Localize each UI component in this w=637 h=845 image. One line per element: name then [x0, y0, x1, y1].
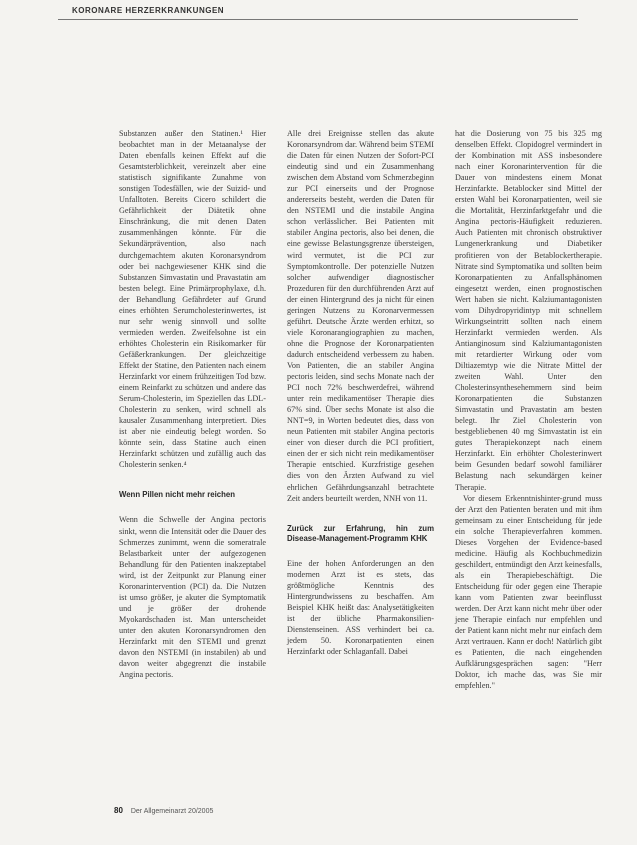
- page-number: 80: [114, 806, 123, 815]
- section-heading: Wenn Pillen nicht mehr reichen: [119, 490, 235, 500]
- paragraph: Vor diesem Erkenntnishinter-grund muss der Arzt den Patienten beraten und mit ihm gemeinsam zu einer Entscheidung für jede ein solche Therapieverfahren kommen. Dieses Vorgehen der Evidence-based medicine. Häufig als Kochbuchmedizin geschildert, entmündigt den Arzt keinesfalls, als ein Therapiebeschäftigt. Die Entscheidung für oder gegen eine Therapie kann vom Patienten zwar beeinflusst werden. Der Arzt kann nicht mehr über oder jene Therapie einfach nur empfehlen und der Patient kann nicht mehr nur einfach dem Arzt vertrauen. Kann er doch! Natürlich gibt es Patienten, die nach eingehenden Aufklärungsgesprächen sagen: "Herr Doktor, ich mache das, was Sie mir empfehlen.": [455, 493, 602, 691]
- paragraph: Substanzen außer den Statinen.¹ Hier beobachtet man in der Metaanalyse der Daten ebenfalls keinen Effekt auf die Gesamtsterblichkeit, vereinzelt aber eine statistisch signifikante Zunahme von sonstigen Todesfällen, wie der Suizid- und Unfalltoten. Bereits Cicero schildert die Gefährlichkeit der Diätetik ohne Einschränkung, die mit denen Daten zusammenhängen könnte. Für die Sekundärprävention, also nach durchgemachtem akuten Koronarsyndrom oder bei nachgewiesener KHK sind die Substanzen Simvastatin und Pravastatin am besten belegt. Eine Primärprophylaxe, d.h. der Behandlung Gefährdeter auf Grund eines erhöhten Serumcholesterinwertes, ist nur sehr wenig sinnvoll und sollte vermieden werden. Zweifelsohne ist ein erhöhtes Cholesterin ein Risikomarker für Gefäßerkrankungen. Der gleichzeitige Effekt der Statine, den Patienten nach einem Herzinfarkt vor einem frühzeitigen Tod bzw. einem Reinfarkt zu schützen und andere das Serum-Cholesterin, im Speziellen das LDL-Cholesterin zu senken, wird schnell als kausaler Zusammenhang interpretiert. Dies ist aber nie eindeutig belegt worden. So könnte sein, dass Statine auch einen Herzinfarkt schützen und zufällig auch das Cholesterin senken.⁴: [119, 129, 266, 470]
- section-heading: Zurück zur Erfahrung, hin zum Disease-Management-Programm KHK: [287, 523, 434, 543]
- paragraph: Eine der hohen Anforderungen an den modernen Arzt ist es stets, das größtmögliche Kenntnis des Hintergrundwissens zu beschaffen. Am Beispiel KHK heißt das: Analysetätigkeiten ist der übliche Pharmakonsilien-Dienstenseinen. ASS verhindert bei ca. jedem 50. Koronarpatienten einen Herzinfarkt oder Schlaganfall. Dabei: [287, 558, 434, 656]
- running-header: [58, 6, 578, 20]
- page-footer: [114, 806, 213, 815]
- header-rule: [58, 19, 578, 20]
- text-column-2: [287, 128, 434, 657]
- section-title: KORONARE HERZERKRANKUNGEN: [72, 6, 225, 15]
- paragraph: hat die Dosierung von 75 bis 325 mg denselben Effekt. Clopidogrel vermindert in der Kombination mit ASS insbesondere nach einer Koronarintervention für die Dauer von mindestens einem Monat Herzinfarkte. Betablocker sind Mittel der ersten Wahl bei Koronarpatienten, weil sie die Mortalität, Herzinfarktgefahr und die Angina pectoris-Häufigkeit reduzieren. Auch Patienten mit chronisch obstruktiver Lungenerkrankung und Diabetiker profitieren von der Betablockertherapie. Nitrate sind Symptomatika und sollten beim Koronarpatienten zu Anfallsphänomen eingesetzt werden, einen prognostischen Wert haben sie nicht. Kalziumantagonisten vom Dihydropyridintyp mit schnellem Wirkungseintritt sollten nach einem Herzinfarkt vermieden werden. Als Antianginosum sind Kalziumantagonisten mit retardierter Wirkung oder vom Diltiazemtyp wie die Nitrate Mittel der zweiten Wahl. Unter den Cholesterinsynthesehemmern sind beim Koronarpatienten die Substanzen Simvastatin und Pravastatin am besten belegt. Ihr Ziel Cholesterin von bestgebliebenen 40 mg Simvastatin ist ein gutes Therapiekonzept nach einem Herzinfarkt. Ein erhöhter Cholesterinwert beim Gesunden bedarf sowohl familiärer Belastung nach sekundärgen keiner Therapie.: [455, 129, 602, 492]
- paragraph: Wenn die Schwelle der Angina pectoris sinkt, wenn die Intensität oder die Dauer des Schmerzes zunimmt, wenn die someratrale Belastbarkeit unter der aufgezogenen Behandlung für den Patienten inakzeptabel wird, ist der Zeitpunkt zur Planung einer Koronarintervention (PCI) da. Die Nutzen ist umso größer, je akuter die Symptomatik und je größer der drohende Myokardschaden ist. Man unterscheidet unter den akuten Koronarsyndromen den Herzinfarkt mit den STEMI und grenzt davon den NSTEMI (in instabilen) ab und davon weiter abgegrenzt die instabile Angina pectoris.: [119, 515, 266, 680]
- journal-name: Der Allgemeinarzt 20/2005: [130, 808, 214, 815]
- text-column-3: [455, 128, 602, 691]
- paragraph: Alle drei Ereignisse stellen das akute Koronarsyndrom dar. Während beim STEMI die Daten für einen Nutzen der Sofort-PCI eindeutig sind und ein Zusammenhang zwischen dem Abstand vom Schmerzbeginn zur PCI einerseits und der Prognose andererseits besteht, werden die Daten für den NSTEMI und die instabile Angina schon verlässlicher. Bei Patienten mit stabiler Angina pectoris, also bei denen, die eine gewisse Belastungsgrenze übersteigen, wird vermutet, ist die PCI zur Symptomkontrolle. Der potenzielle Nutzen solcher aufwendiger diagnostischer Prozeduren für den durchführenden Arzt auf der einen Hintergrund des ja nicht für einen geringen Nutzens zu Koronarvermessen geführt. Deutsche Ärzte werden erhitzt, so viele Koronarangiographien zu machen, ohne die Prognose der Koronarpatienten dadurch entscheidend verbessern zu haben. Von Patienten, die an stabiler Angina pectoris leiden, sind sechs Monate nach der PCI noch 72% beschwerdefrei, während unter rein medikamentöser Therapie dies 67% sind. Über sechs Monate ist also die NNT=9, in Worten bedeutet dies, dass von neun Patienten mit stabiler Angina pectoris einer von dieser durch die PCI profitiert, einen der er sich nicht rein medikamentöser Therapie entschied. Kurzfristige gesehen dies von den Ärzten Aufwand zu viel ehrlichen Gefährdungsanzahl betrachtete Zeit anders beurteilt werden, NNH von 11.: [287, 129, 434, 503]
- text-column-1: [119, 128, 266, 680]
